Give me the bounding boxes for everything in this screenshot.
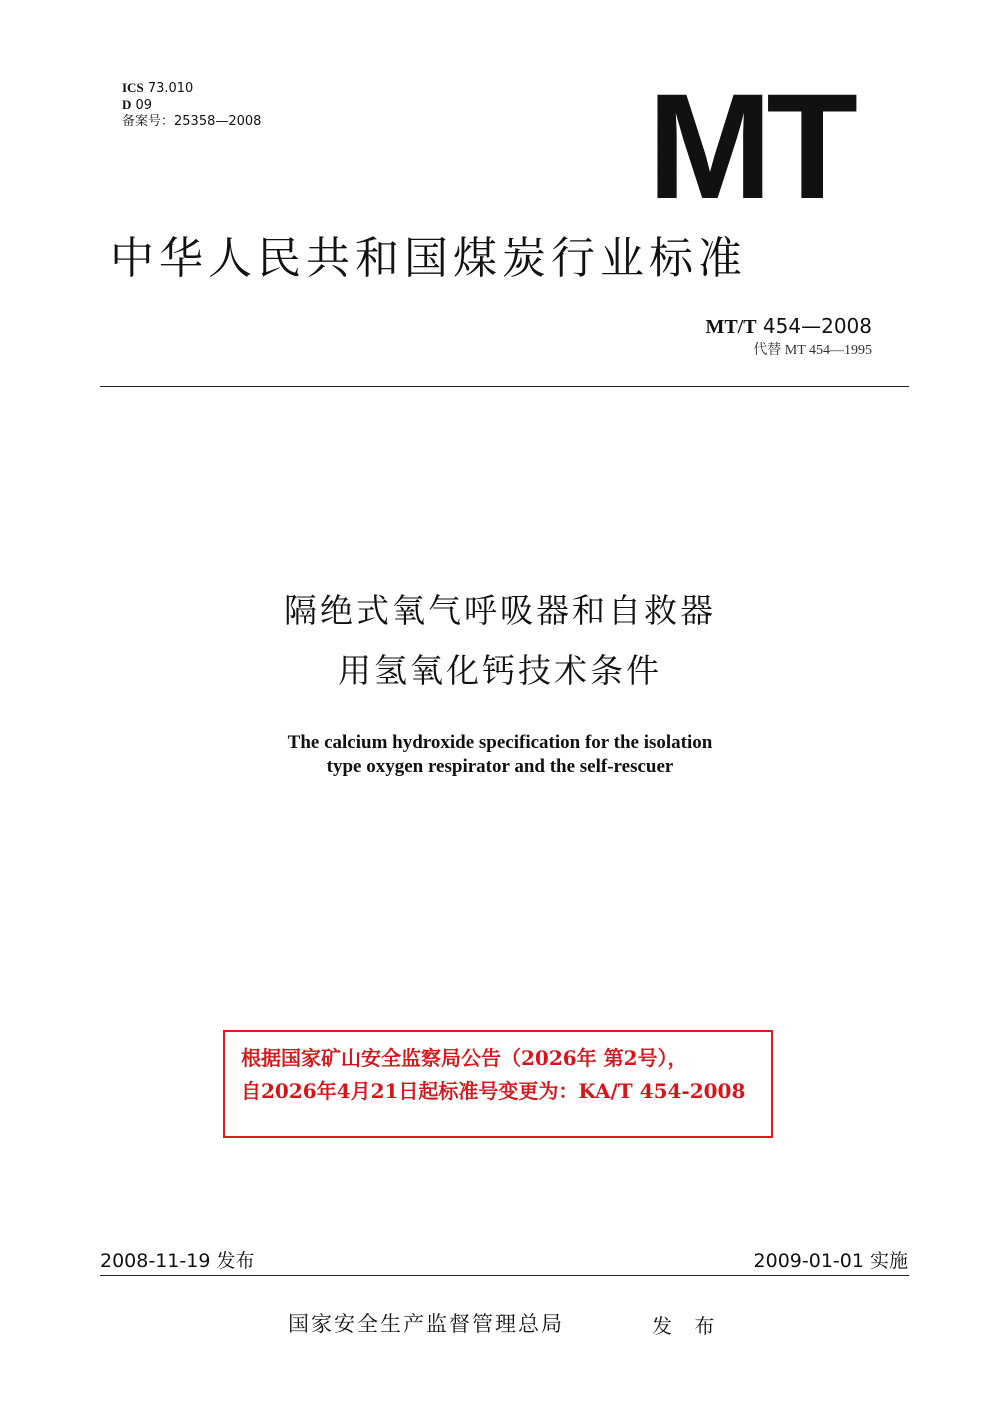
document-title-cn-line1: 隔绝式氧气呼吸器和自救器 bbox=[284, 591, 716, 630]
effective-date: 2009-01-01 实施 bbox=[753, 1250, 908, 1272]
document-metadata bbox=[122, 80, 261, 130]
document-title-en-line1: The calcium hydroxide specification for the isolation bbox=[287, 732, 713, 753]
class-label: D bbox=[122, 97, 132, 112]
standard-number bbox=[705, 314, 872, 339]
bottom-divider bbox=[100, 1275, 909, 1276]
standard-code-prefix: MT/T bbox=[705, 316, 757, 338]
issuing-authority: 国家安全生产监督管理总局 bbox=[288, 1312, 564, 1336]
standard-category-title: 中华人民共和国煤炭行业标准 bbox=[110, 233, 747, 284]
issued-label: 发 布 bbox=[652, 1314, 723, 1338]
class-value: 09 bbox=[135, 98, 153, 113]
ics-label: ICS bbox=[122, 80, 144, 95]
classification-code bbox=[122, 97, 261, 114]
document-title-en-line2: type oxygen respirator and the self-rescuer bbox=[326, 756, 674, 777]
mt-logo: MT bbox=[647, 62, 852, 230]
notice-line-2: 自2026年4月21日起标准号变更为：KA/T 454-2008 bbox=[241, 1079, 746, 1103]
standard-change-notice bbox=[223, 1030, 773, 1138]
document-title-cn-line2: 用氢氧化钙技术条件 bbox=[338, 651, 662, 690]
record-number: 备案号：25358—2008 bbox=[122, 114, 262, 129]
notice-line-1: 根据国家矿山安全监察局公告（2026年 第2号）， bbox=[241, 1046, 688, 1070]
top-divider bbox=[100, 386, 909, 387]
ics-value: 73.010 bbox=[147, 81, 194, 96]
standard-code-number: 454—2008 bbox=[762, 314, 872, 338]
release-date: 2008-11-19 发布 bbox=[100, 1250, 255, 1272]
ics-code bbox=[122, 80, 261, 97]
replaces-standard: 代替 MT 454—1995 bbox=[753, 343, 872, 358]
